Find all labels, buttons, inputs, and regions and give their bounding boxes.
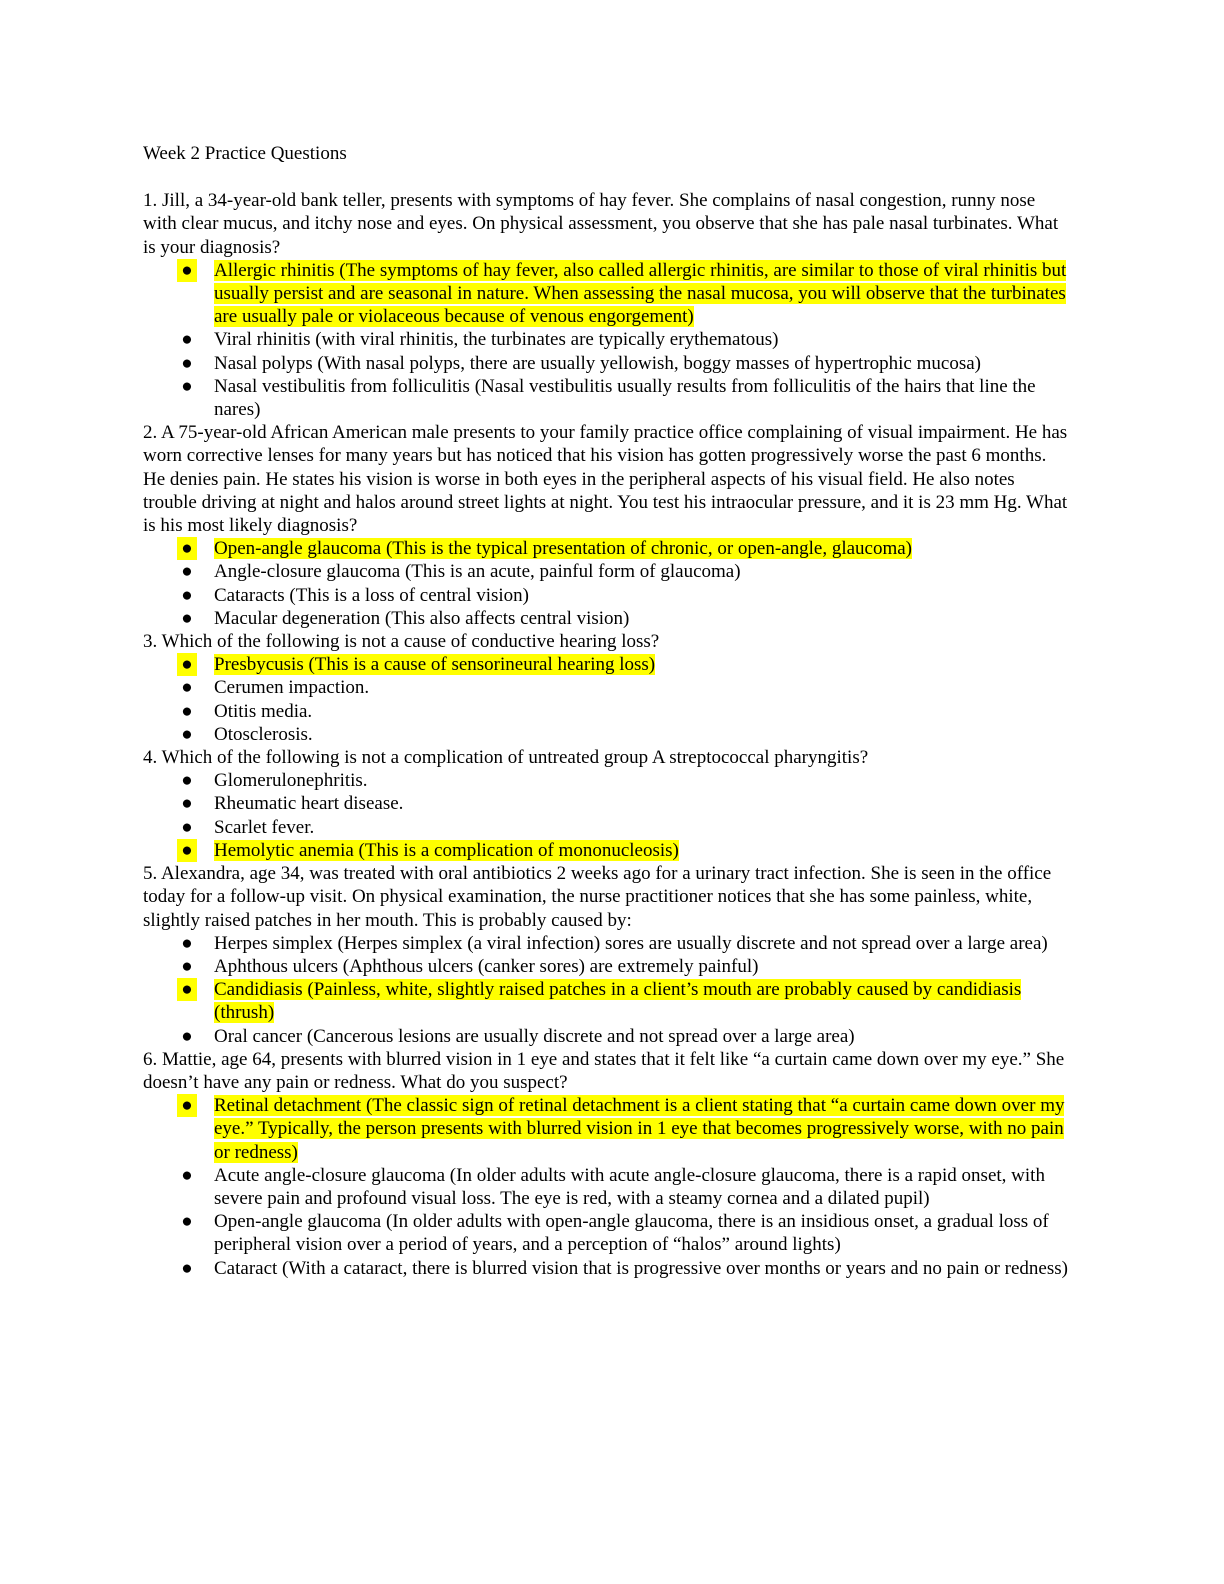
question-text: 4. Which of the following is not a complication of untreated group A streptococcal pharyngitis?	[143, 747, 869, 769]
question-block	[143, 862, 1073, 1048]
document-page	[143, 142, 1073, 1280]
answer-list	[143, 1094, 1073, 1280]
answer-list	[143, 769, 1073, 862]
bullet-icon: ●	[181, 932, 193, 954]
answer-text: Macular degeneration (This also affects central vision)	[214, 607, 630, 629]
bullet-icon: ●	[177, 259, 197, 282]
answer-option	[181, 607, 1073, 630]
bullet-icon: ●	[181, 770, 193, 792]
question-block	[143, 630, 1073, 746]
answer-option	[181, 955, 1073, 978]
answer-text: Presbycusis (This is a cause of sensorineural hearing loss)	[214, 654, 656, 676]
answer-option	[181, 723, 1073, 746]
answer-option	[181, 375, 1073, 421]
bullet-icon: ●	[181, 607, 193, 629]
answer-option-correct	[181, 653, 1073, 676]
answer-option	[181, 676, 1073, 699]
answer-list	[143, 932, 1073, 1048]
answer-option	[181, 792, 1073, 815]
question-block	[143, 189, 1073, 421]
bullet-icon: ●	[181, 1025, 193, 1047]
answer-option	[181, 1025, 1073, 1048]
answer-text: Viral rhinitis (with viral rhinitis, the turbinates are typically erythematous)	[214, 329, 779, 351]
bullet-icon: ●	[181, 816, 193, 838]
question-text: 1. Jill, a 34-year-old bank teller, presents with symptoms of hay fever. She complains of nasal congestion, runny nose with clear mucus, and itchy nose and eyes. On physical assessment, you observe that she has pale nasal turbinates. What is your diagnosis?	[143, 190, 1059, 258]
question-list	[143, 189, 1073, 1280]
answer-option	[181, 816, 1073, 839]
answer-option	[181, 352, 1073, 375]
bullet-icon: ●	[181, 329, 193, 351]
bullet-icon: ●	[181, 352, 193, 374]
answer-text: Scarlet fever.	[214, 816, 315, 838]
bullet-icon: ●	[181, 561, 193, 583]
answer-text: Nasal vestibulitis from folliculitis (Nasal vestibulitis usually results from folliculitis of the hairs that line the nares)	[214, 375, 1036, 421]
bullet-icon: ●	[177, 653, 197, 676]
answer-option	[181, 1164, 1073, 1210]
answer-option	[181, 932, 1073, 955]
answer-text: Oral cancer (Cancerous lesions are usually discrete and not spread over a large area)	[214, 1025, 855, 1047]
answer-option	[181, 1257, 1073, 1280]
question-block	[143, 421, 1073, 630]
bullet-icon: ●	[181, 375, 193, 397]
answer-option-correct	[181, 259, 1073, 329]
answer-text: Cataracts (This is a loss of central vision)	[214, 584, 530, 606]
bullet-icon: ●	[181, 700, 193, 722]
answer-option-correct	[181, 839, 1073, 862]
answer-option	[181, 700, 1073, 723]
bullet-icon: ●	[177, 537, 197, 560]
bullet-icon: ●	[181, 677, 193, 699]
answer-text: Rheumatic heart disease.	[214, 793, 404, 815]
page-title: Week 2 Practice Questions	[143, 143, 347, 164]
question-block	[143, 1048, 1073, 1280]
bullet-icon: ●	[181, 955, 193, 977]
question-text: 2. A 75-year-old African American male presents to your family practice office complaining of visual impairment. He has worn corrective lenses for many years but has noticed that his vision has gotten progressively worse the past 6 months. He denies pain. He states his vision is worse in both eyes in the peripheral aspects of his visual field. He also notes trouble driving at night and halos around street lights at night. You test his intraocular pressure, and it is 23 mm Hg. What is his most likely diagnosis?	[143, 422, 1068, 537]
answer-option	[181, 328, 1073, 351]
answer-text: Cerumen impaction.	[214, 677, 370, 699]
answer-text: Otosclerosis.	[214, 723, 313, 745]
answer-text: Nasal polyps (With nasal polyps, there are usually yellowish, boggy masses of hypertrophic mucosa)	[214, 352, 981, 374]
answer-text: Glomerulonephritis.	[214, 770, 368, 792]
answer-text: Candidiasis (Painless, white, slightly raised patches in a client’s mouth are probably caused by candidiasis (thrush)	[214, 979, 1022, 1024]
bullet-icon: ●	[177, 839, 197, 862]
answer-option-correct	[181, 1094, 1073, 1164]
answer-text: Retinal detachment (The classic sign of retinal detachment is a client stating that “a curtain came down over my eye.” Typically, the person presents with blurred vision in 1 eye that becomes progressively worse, with no pain or redness)	[214, 1095, 1065, 1163]
answer-option-correct	[181, 978, 1073, 1024]
answer-text: Cataract (With a cataract, there is blurred vision that is progressive over months or years and no pain or redness)	[214, 1257, 1068, 1279]
answer-option	[181, 1210, 1073, 1256]
answer-text: Angle-closure glaucoma (This is an acute, painful form of glaucoma)	[214, 561, 741, 583]
bullet-icon: ●	[181, 793, 193, 815]
answer-text: Open-angle glaucoma (This is the typical presentation of chronic, or open-angle, glaucoma)	[214, 538, 912, 560]
bullet-icon: ●	[181, 1164, 193, 1186]
bullet-icon: ●	[181, 1211, 193, 1233]
question-text: 3. Which of the following is not a cause of conductive hearing loss?	[143, 631, 660, 653]
answer-option	[181, 560, 1073, 583]
bullet-icon: ●	[181, 723, 193, 745]
answer-text: Aphthous ulcers (Aphthous ulcers (canker sores) are extremely painful)	[214, 955, 759, 977]
answer-list	[143, 537, 1073, 630]
question-block	[143, 746, 1073, 862]
answer-text: Acute angle-closure glaucoma (In older adults with acute angle-closure glaucoma, there is a rapid onset, with severe pain and profound visual loss. The eye is red, with a steamy cornea and a dilated pupil)	[214, 1164, 1045, 1209]
question-text: 5. Alexandra, age 34, was treated with oral antibiotics 2 weeks ago for a urinary tract infection. She is seen in the office today for a follow-up visit. On physical examination, the nurse practitioner notices that she has some painless, white, slightly raised patches in her mouth. This is probably caused by:	[143, 863, 1052, 931]
bullet-icon: ●	[177, 1094, 197, 1117]
question-text: 6. Mattie, age 64, presents with blurred vision in 1 eye and states that it felt like “a curtain came down over my eye.” She doesn’t have any pain or redness. What do you suspect?	[143, 1048, 1065, 1093]
answer-list	[143, 259, 1073, 421]
answer-text: Hemolytic anemia (This is a complication of mononucleosis)	[214, 839, 679, 861]
answer-text: Otitis media.	[214, 700, 313, 722]
bullet-icon: ●	[177, 978, 197, 1001]
answer-list	[143, 653, 1073, 746]
answer-option	[181, 769, 1073, 792]
answer-text: Herpes simplex (Herpes simplex (a viral infection) sores are usually discrete and not spread over a large area)	[214, 932, 1048, 954]
answer-option	[181, 584, 1073, 607]
answer-option-correct	[181, 537, 1073, 560]
answer-text: Allergic rhinitis (The symptoms of hay fever, also called allergic rhinitis, are similar to those of viral rhinitis but usually persist and are seasonal in nature. When assessing the nasal mucosa, you will observe that the turbinates are usually pale or violaceous because of venous engorgement)	[214, 259, 1067, 328]
bullet-icon: ●	[181, 584, 193, 606]
bullet-icon: ●	[181, 1257, 193, 1279]
answer-text: Open-angle glaucoma (In older adults with open-angle glaucoma, there is an insidious onset, a gradual loss of peripheral vision over a period of years, and a perception of “halos” around lights)	[214, 1211, 1049, 1256]
